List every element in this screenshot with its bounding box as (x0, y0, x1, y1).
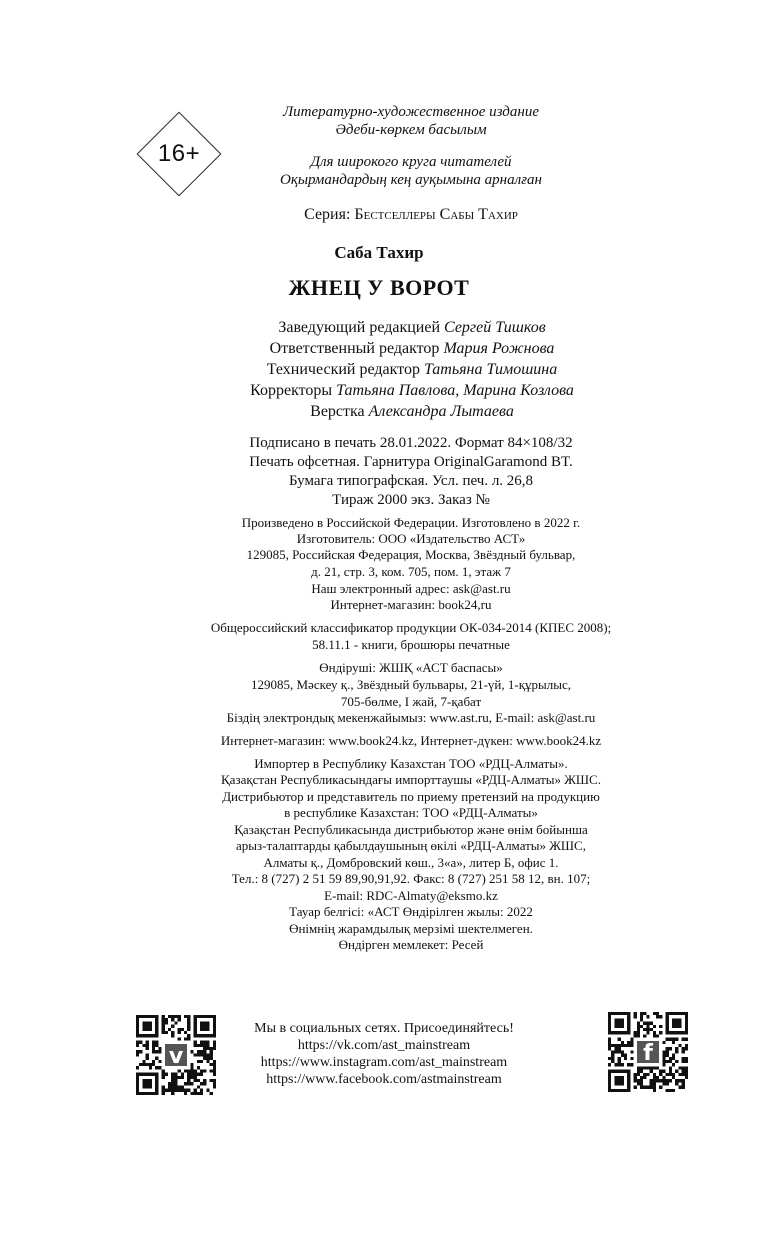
classifier-line: Общероссийский классификатор продукции ОК-034-2014 (КПЕС 2008); (210, 620, 612, 635)
producer-line: Интернет-магазин: book24,ru (330, 597, 492, 612)
staff-role: Технический редактор (266, 361, 424, 378)
staff-role: Корректоры (250, 382, 337, 399)
importer-line: Қазақстан Республикасында дистрибьютор және өнім бойынша (234, 822, 588, 837)
producer-line: Произведено в Российской Федерации. Изготовлено в 2022 г. (241, 515, 581, 530)
staff-name: Татьяна Тимошина (423, 361, 558, 378)
series-name: Бестселлеры Сабы Тахир (354, 206, 518, 223)
classifier-line: 58.11.1 - книги, брошюры печатные (312, 637, 510, 652)
producer-line: д. 21, стр. 3, ком. 705, пом. 1, этаж 7 (311, 564, 511, 579)
edition-type-ru: Литературно-художественное издание (283, 104, 539, 120)
producer-line: Изготовитель: ООО «Издательство АСТ» (296, 531, 526, 546)
book-author: Саба Тахир (334, 243, 424, 262)
producer-line: Наш электронный адрес: ask@ast.ru (311, 581, 511, 596)
svg-text:f: f (643, 1040, 653, 1066)
kz-producer-line: 705-бөлме, I жай, 7-қабат (340, 694, 482, 709)
print-info-line: Тираж 2000 экз. Заказ № (332, 492, 490, 508)
importer-line: арыз-талаптарды қабылдаушының өкілі «РДЦ-Алматы» ЖШС, (236, 838, 586, 853)
staff-line (28, 318, 768, 337)
staff-line (28, 402, 768, 421)
importer-line: Дистрибьютор и представитель по приему претензий на продукцию (222, 789, 600, 804)
social-heading: Мы в социальных сетях. Присоединяйтесь! (254, 1021, 514, 1036)
importer-line: Өнімнің жарамдылық мерзімі шектелмеген. (289, 921, 533, 936)
audience-ru: Для широкого круга читателей (310, 154, 512, 170)
staff-line (28, 360, 768, 379)
series-label: Серия: (304, 206, 355, 223)
importer-line: в республике Казахстан: ТОО «РДЦ-Алматы» (284, 805, 538, 820)
edition-type-kz: Әдеби-көркем басылым (335, 122, 487, 138)
kz-producer-line: Өндіруші: ЖШҚ «АСТ баспасы» (319, 660, 503, 675)
producer-line: 129085, Российская Федерация, Москва, Звёздный бульвар, (246, 547, 576, 562)
staff-name: Александра Лытаева (368, 403, 514, 420)
print-info-line: Бумага типографская. Усл. печ. л. 26,8 (288, 473, 534, 489)
facebook-link[interactable]: https://www.facebook.com/astmainstream (266, 1072, 502, 1087)
book-title: ЖНЕЦ У ВОРОТ (288, 275, 470, 300)
staff-name: Мария Рожнова (443, 340, 555, 357)
svg-text:v: v (168, 1043, 184, 1069)
staff-role: Ответственный редактор (269, 340, 444, 357)
print-info-line: Подписано в печать 28.01.2022. Формат 84×108/32 (249, 435, 573, 451)
kz-producer-line: Біздің электрондық мекенжайымыз: www.ast.ru, E-mail: ask@ast.ru (226, 710, 596, 725)
print-info-line: Печать офсетная. Гарнитура OriginalGaramond BT. (249, 454, 573, 470)
audience-kz: Оқырмандардың кең ауқымына арналған (280, 172, 542, 188)
staff-role: Заведующий редакцией (278, 319, 445, 336)
importer-line: Тел.: 8 (727) 2 51 59 89,90,91,92. Факс: 8 (727) 251 58 12, вн. 107; (231, 871, 591, 886)
staff-line (28, 381, 768, 400)
staff-name: Сергей Тишков (444, 319, 546, 336)
vk-link[interactable]: https://vk.com/ast_mainstream (297, 1038, 471, 1053)
kz-shop-line: Интернет-магазин: www.book24.kz, Интернет-дүкен: www.book24.kz (220, 733, 602, 748)
importer-line: Импортер в Республику Казахстан ТОО «РДЦ-Алматы». (254, 756, 568, 771)
staff-role: Верстка (310, 403, 369, 420)
series-line (27, 205, 768, 224)
instagram-link[interactable]: https://www.instagram.com/ast_mainstream (260, 1055, 508, 1070)
importer-line: Тауар белгісі: «АСТ Өндірілген жылы: 2022 (289, 904, 533, 919)
importer-line: Қазақстан Республикасындағы импорттаушы «РДЦ-Алматы» ЖШС. (221, 772, 601, 787)
kz-producer-line: 129085, Мәскеу қ., Звёздный бульвары, 21-үй, 1-құрылыс, (250, 677, 572, 692)
importer-line: Алматы қ., Домбровский көш., 3«а», литер Б, офис 1. (263, 855, 559, 870)
importer-line: E-mail: RDC-Almaty@eksmo.kz (324, 888, 498, 903)
importer-line: Өндірген мемлекет: Ресей (338, 937, 484, 952)
staff-name: Татьяна Павлова, Марина Козлова (336, 382, 574, 399)
age-rating-text: 16+ (157, 140, 201, 167)
staff-line (28, 339, 768, 358)
